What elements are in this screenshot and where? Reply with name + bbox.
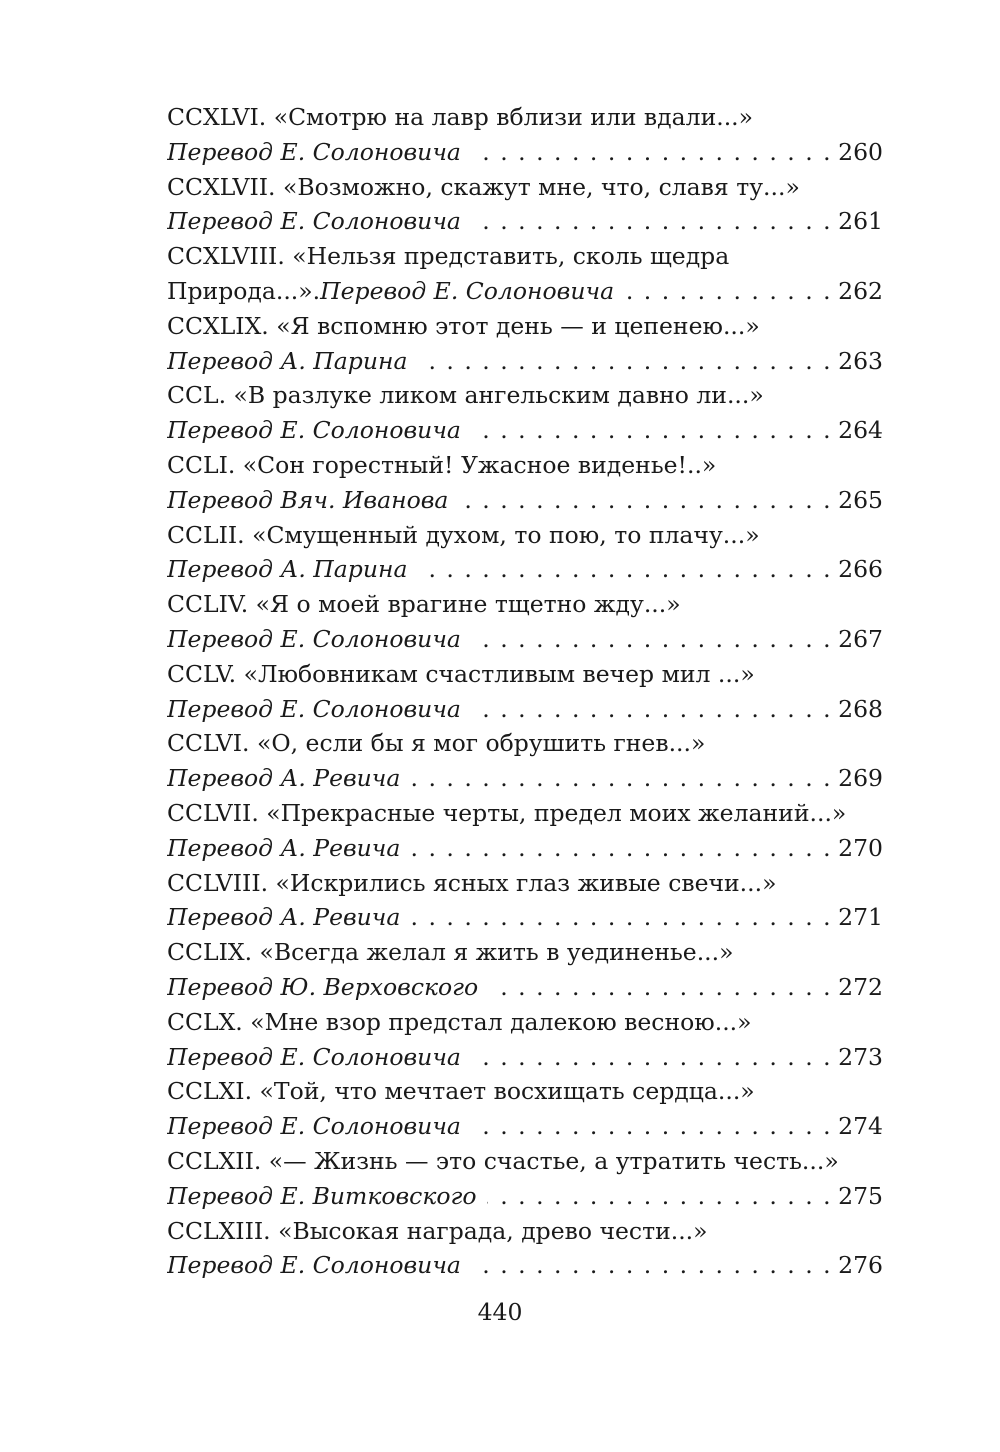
entry-translator: Перевод А. Ревича [167,764,401,793]
entry-translator: Перевод Е. Солоновича [167,137,461,166]
dot-leader [458,483,832,518]
dot-leader [471,1248,832,1283]
entry-title: CCLXII. «— Жизнь — это счастье, а утратить честь...» [167,1146,839,1175]
entry-page-number: 260 [838,137,883,166]
entry-title: CCLII. «Смущенный духом, то пою, то плачу...» [167,520,760,549]
dot-leader [417,552,832,587]
entry-page-number: 270 [838,833,883,862]
dot-leader [471,135,832,170]
entry-title: CCXLIX. «Я вспомню этот день — и цепенею...» [167,311,760,340]
toc-entry [167,1005,883,1075]
toc-entry [167,726,883,796]
toc-entry [167,1144,883,1214]
toc-entry [167,796,883,866]
entry-page-number: 267 [838,624,883,653]
toc-entry [167,170,883,240]
dot-leader [471,1109,832,1144]
entry-translator: Перевод Е. Солоновича [167,207,461,236]
entry-title: CCL. «В разлуке ликом ангельским давно ли...» [167,381,764,410]
entry-page-number: 273 [838,1042,883,1071]
dot-leader [410,831,832,866]
entry-translator: Перевод Е. Солоновича [167,1251,461,1280]
dot-leader [471,622,832,657]
dot-leader [471,692,832,727]
toc-entry [167,935,883,1005]
entry-translator: Перевод Е. Солоновича [167,416,461,445]
dot-leader [417,344,832,379]
entry-translator: Перевод Ю. Верховского [167,972,479,1001]
toc-entry [167,1074,883,1144]
toc-entry [167,378,883,448]
entry-page-number: 264 [838,416,883,445]
toc-entry [167,239,883,309]
dot-leader [471,413,832,448]
entry-translator: Перевод Е. Солоновича [167,1042,461,1071]
entry-page-number: 268 [838,694,883,723]
entry-page-number: 261 [838,207,883,236]
entry-page-number: 276 [838,1251,883,1280]
entry-translator: Перевод Е. Солоновича [167,694,461,723]
toc-entry [167,518,883,588]
entry-page-number: 272 [838,972,883,1001]
entry-translator: Перевод А. Ревича [167,833,401,862]
entry-page-number: 265 [838,485,883,514]
entry-title: CCXLVIII. «Нельзя представить, сколь щедра [167,242,730,271]
entry-page-number: 275 [838,1181,883,1210]
toc-entry [167,1214,883,1284]
entry-title: CCLXIII. «Высокая награда, древо чести...» [167,1216,708,1245]
entry-translator: Перевод Е. Солоновича [167,624,461,653]
entry-title: CCLVII. «Прекрасные черты, предел моих желаний...» [167,798,847,827]
dot-leader [471,1040,832,1075]
entry-page-number: 269 [838,764,883,793]
entry-title: CCXLVI. «Смотрю на лавр вблизи или вдали...» [167,103,754,131]
entry-page-number: 266 [838,555,883,584]
dot-leader [488,970,832,1005]
table-of-contents [167,100,883,1283]
entry-title: CCLXI. «Той, что мечтает восхищать сердца...» [167,1077,755,1106]
entry-translator: Перевод Е. Солоновича [167,1112,461,1141]
dot-leader [471,204,832,239]
entry-title: CCXLVII. «Возможно, скажут мне, что, славя ту...» [167,172,800,201]
toc-entry [167,866,883,936]
toc-entry [167,448,883,518]
entry-title: CCLVIII. «Искрились ясных глаз живые свечи...» [167,868,777,897]
entry-title-continuation: Природа...». [167,276,321,305]
entry-title: CCLV. «Любовникам счастливым вечер мил ...» [167,659,755,688]
dot-leader [624,274,832,309]
toc-entry [167,657,883,727]
page-number: 440 [477,1298,523,1326]
dot-leader [410,761,832,796]
entry-translator: Перевод А. Парина [167,555,408,584]
toc-entry [167,587,883,657]
entry-translator: Перевод Е. Витковского [167,1181,477,1210]
toc-entry [167,100,883,170]
dot-leader [487,1179,833,1214]
entry-page-number: 271 [838,903,883,932]
entry-page-number: 262 [838,276,883,305]
entry-page-number: 263 [838,346,883,375]
entry-title: CCLI. «Сон горестный! Ужасное виденье!..» [167,450,717,479]
entry-title: CCLVI. «О, если бы я мог обрушить гнев...» [167,729,706,758]
entry-title: CCLIX. «Всегда желал я жить в уединенье...» [167,938,734,967]
entry-page-number: 274 [838,1112,883,1141]
entry-translator: Перевод Е. Солоновича [320,276,615,305]
toc-entry [167,309,883,379]
entry-title: CCLIV. «Я о моей врагине тщетно жду...» [167,590,681,619]
entry-translator: Перевод Вяч. Иванова [167,485,449,514]
entry-title: CCLX. «Мне взор предстал далекою весною...» [167,1007,752,1036]
entry-translator: Перевод А. Ревича [167,903,401,932]
entry-translator: Перевод А. Парина [167,346,408,375]
dot-leader [410,900,832,935]
